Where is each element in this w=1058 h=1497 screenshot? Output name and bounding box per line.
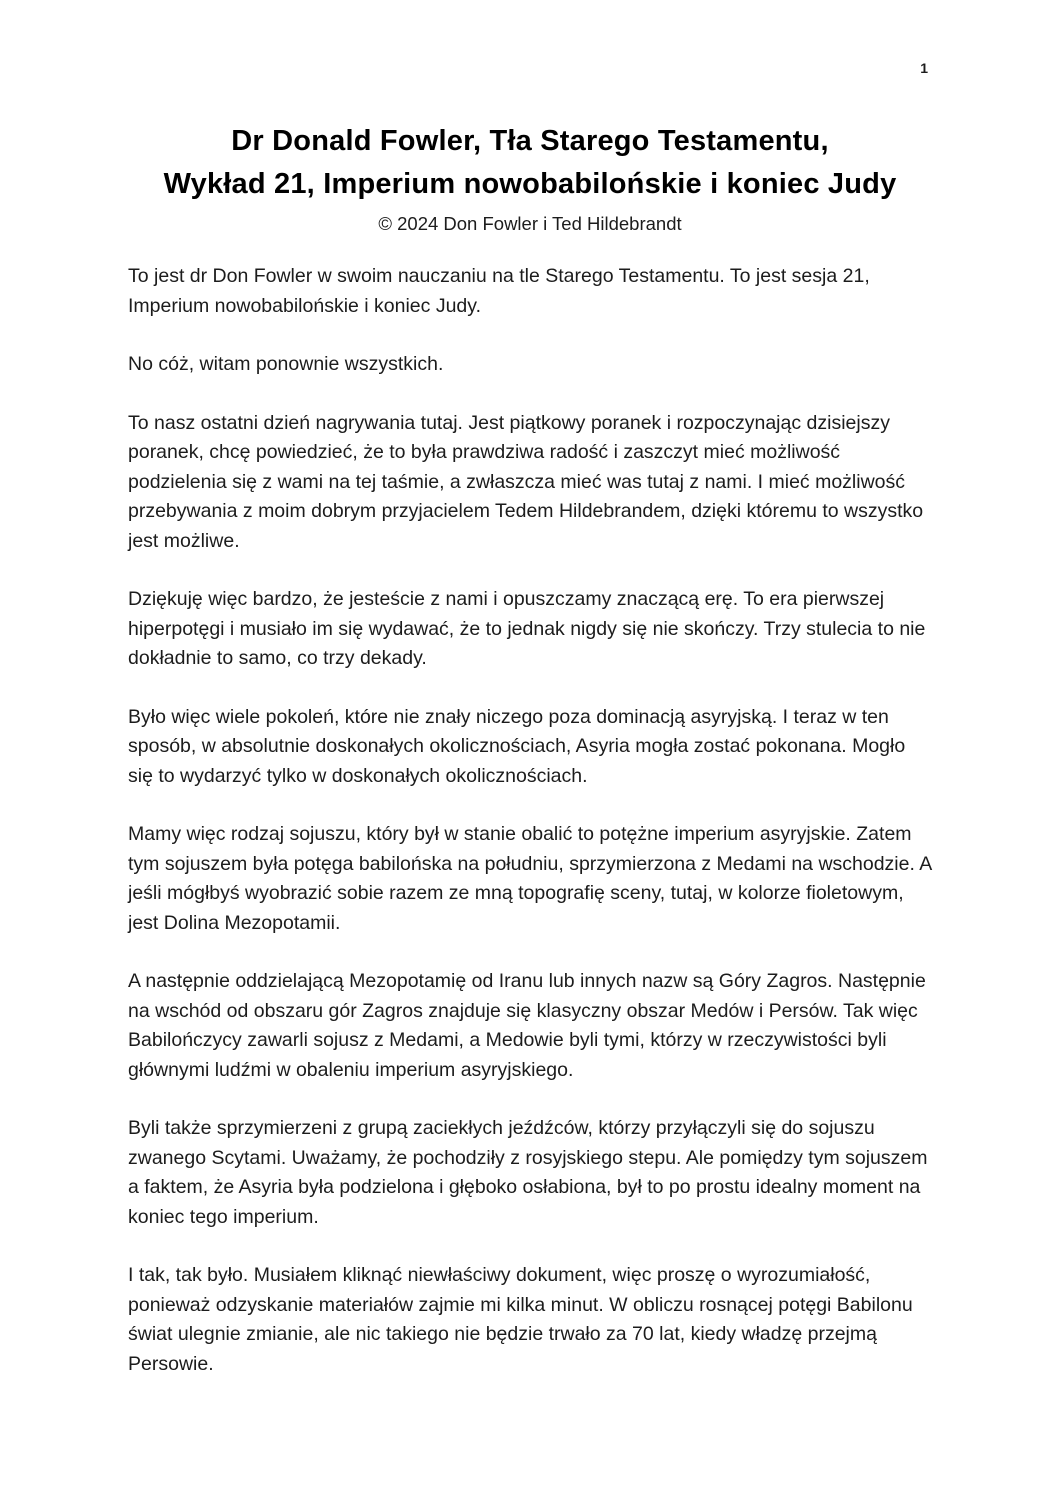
document-body bbox=[128, 262, 932, 1379]
copyright-byline: © 2024 Don Fowler i Ted Hildebrandt bbox=[378, 213, 682, 234]
page-number: 1 bbox=[920, 60, 928, 76]
paragraph-3: To nasz ostatni dzień nagrywania tutaj. Jest piątkowy poranek i rozpoczynając dzisiejszy poranek, chcę powiedzieć, że to była prawdziwa radość i zaszczyt mieć możliwość podzielenia się z wami na tej taśmie, a zwłaszcza mieć was tutaj z nami. I mieć możliwość przebywania z moim dobrym przyjacielem Tedem Hildebrandem, dzięki któremu to wszystko jest możliwe. bbox=[128, 411, 924, 552]
document-header bbox=[128, 120, 932, 238]
paragraph-2: No cóż, witam ponownie wszystkich. bbox=[128, 353, 444, 375]
paragraph-4: Dziękuję więc bardzo, że jesteście z nami i opuszczamy znaczącą erę. To era pierwszej hiperpotęgi i musiało im się wydawać, że to jednak nigdy się nie skończy. Trzy stulecia to nie dokładnie to samo, co trzy dekady. bbox=[128, 588, 926, 669]
paragraph-7: A następnie oddzielającą Mezopotamię od Iranu lub innych nazw są Góry Zagros. Następnie na wschód od obszaru gór Zagros znajduje się klasyczny obszar Medów i Persów. Tak więc Babilończycy zawarli sojusz z Medami, a Medowie byli tymi, którzy w rzeczywistości byli głównymi ludźmi w obaleniu imperium asyryjskiego. bbox=[128, 970, 926, 1081]
paragraph-6: Mamy więc rodzaj sojuszu, który był w stanie obalić to potężne imperium asyryjskie. Zatem tym sojuszem była potęga babilońska na południu, sprzymierzona z Medami na wschodzie. A jeśli mógłbyś wyobrazić sobie razem ze mną topografię sceny, tutaj, w kolorze fioletowym, jest Dolina Mezopotamii. bbox=[128, 823, 932, 934]
title-line-1: Dr Donald Fowler, Tła Starego Testamentu, bbox=[231, 125, 829, 157]
paragraph-9: I tak, tak było. Musiałem kliknąć niewłaściwy dokument, więc proszę o wyrozumiałość, ponieważ odzyskanie materiałów zajmie mi kilka minut. W obliczu rosnącej potęgi Babilonu świat ulegnie zmianie, ale nic takiego nie będzie trwało za 70 lat, kiedy władzę przejmą Persowie. bbox=[128, 1264, 913, 1375]
paragraph-8: Byli także sprzymierzeni z grupą zaciekłych jeźdźców, którzy przyłączyli się do sojuszu zwanego Scytami. Uważamy, że pochodziły z rosyjskiego stepu. Ale pomiędzy tym sojuszem a faktem, że Asyria była podzielona i głęboko osłabiona, był to po prostu idealny moment na koniec tego imperium. bbox=[128, 1117, 928, 1228]
title-line-2: Wykład 21, Imperium nowobabilońskie i koniec Judy bbox=[163, 168, 897, 200]
document-title bbox=[128, 120, 932, 206]
paragraph-5: Było więc wiele pokoleń, które nie znały niczego poza dominacją asyryjską. I teraz w ten sposób, w absolutnie doskonałych okolicznościach, Asyria mogła zostać pokonana. Mogło się to wydarzyć tylko w doskonałych okolicznościach. bbox=[128, 705, 906, 787]
paragraph-1: To jest dr Don Fowler w swoim nauczaniu na tle Starego Testamentu. To jest sesja 21, Imperium nowobabilońskie i koniec Judy. bbox=[128, 265, 870, 317]
